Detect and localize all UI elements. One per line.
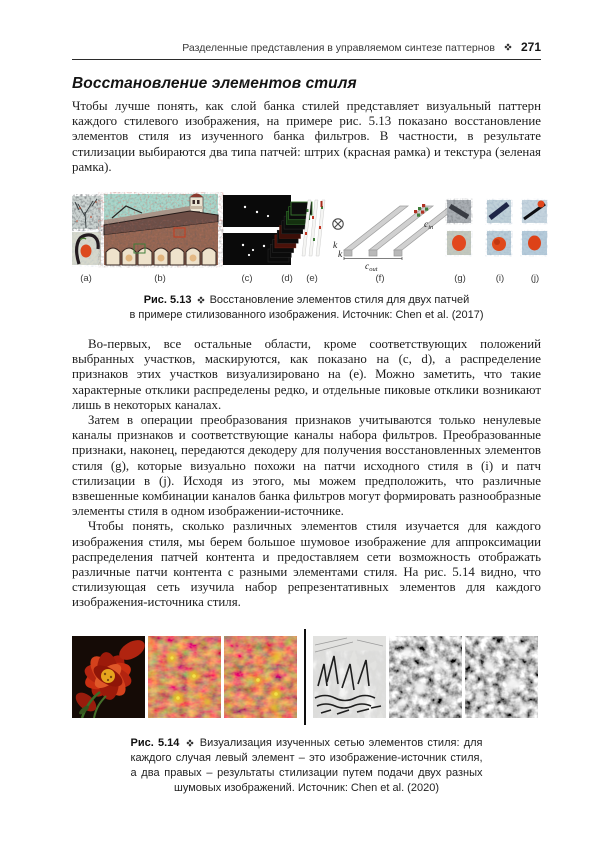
figure-5-13-canvas [72,188,548,286]
filter-bank-f [333,204,458,273]
sublabel-e: (e) [306,273,318,285]
sketch-stylization-1-image [389,636,462,718]
figure-5-13 [72,188,541,286]
c-in-base: c [424,220,429,231]
page-number: 271 [520,40,541,54]
caption-text: Визуализация изученных сетью элементов стиля: для каждого случая левый элемент – это изображение-источник стиля, а два правых – результаты стилизации путем подачи двух разных шумовых изображений. Источник: Chen et al. (2020) [130,736,483,794]
source-style-patches-i [487,200,511,255]
c-in-sub: in [428,224,434,232]
stylization-patches-j [522,200,547,255]
paragraph-3: Затем в операции преобразования признаков учитываются только ненулевые каналы признаков и соответствующие каналы набора фильтров. Преобразованные признаки, наконец, передаются декодеру для получения восстановленных элементов стиля (g), которые визуально похожи на патчи исходного стиля в (i) и патч стилизации в (j). Исходя из этого, мы можем предположить, что различные взвешенные комбинации каналов банка фильтров могут формировать разнообразные элементы стиля в одном изображении-источнике. [72,413,541,519]
flower-stylization-1-image [148,636,221,718]
paragraph-1: Чтобы лучше понять, как слой банка стилей представляет визуальный паттерн каждого стилевого изображения, на примере рис. 5.13 показано восстановление элементов стиля из изученного банка фильтров. В частности, в результате стилизации выбираются два типа патчей: штрих (красная рамка) и текстура (зеленая рамка). [72,99,541,174]
running-title: Разделенные представления в управляемом синтезе паттернов [182,42,495,54]
k-label-side: k [338,250,343,261]
c-out-label [365,262,378,273]
stylized-image-b [104,194,218,266]
c-out-sub: out [369,266,378,274]
section-heading: Восстановление элементов стиля [72,75,357,92]
sublabel-b: (b) [154,273,166,285]
sublabel-i: (i) [495,273,505,285]
paragraph-4: Чтобы понять, сколько различных элементов стиля изучается для каждого изображения стиля, мы берем большое шумовое изображение для аппроксимации распределения патчей контента и предоставляем сети возможность отображать различные патчи контента с разными элементами стиля. На рис. 5.14 видно, что стилизующая сеть изучила набор репрезентативных элементов для каждого изображения-источника стиля. [72,519,541,610]
sublabel-d: (d) [281,273,293,285]
sublabel-a: (a) [80,273,92,285]
figure-5-13-caption [84,293,530,323]
flower-stylization-2-image [224,636,297,718]
figure-5-14-caption [131,736,483,796]
four-diamond-icon [197,296,205,304]
caption-line-2: в примере стилизованного изображения. Источник: Chen et al. (2017) [129,309,484,322]
figure-5-14-label: Рис. 5.14 [130,736,180,749]
otimes-icon [333,219,343,229]
style-source-flower-image [72,636,145,718]
four-diamond-icon [504,43,512,51]
c-out-base: c [365,262,370,273]
paragraph-2: Во-первых, все остальные области, кроме соответствующих положений выбранных участков, маскируются, как показано на (c, d), а распределение признаков этих участков визуализировано на (e). Можно заметить, что такие характерные отклики распределены редко, и отдельные пиковые отклики возникают лишь в некоторых каналах. [72,337,541,412]
page-header [72,40,541,60]
figure-5-14 [72,629,541,725]
sublabel-j: (j) [530,273,540,285]
style-patches-a [72,196,101,265]
sublabel-c: (c) [241,273,253,285]
sublabel-g: (g) [454,273,466,285]
four-diamond-icon [186,739,194,747]
figure-5-13-sublabels [80,273,539,284]
k-label-front: k [333,241,338,252]
sublabel-f: (f) [375,273,385,285]
caption-line-1: Восстановление элементов стиля для двух патчей [209,294,470,307]
c-out-bracket [344,257,402,260]
style-source-sketch-image [313,636,386,718]
sketch-stylization-2-image [465,636,538,718]
figure-5-13-label: Рис. 5.13 [143,294,192,307]
reconstructed-patches-g [447,200,471,255]
figure-group-divider [304,629,306,725]
